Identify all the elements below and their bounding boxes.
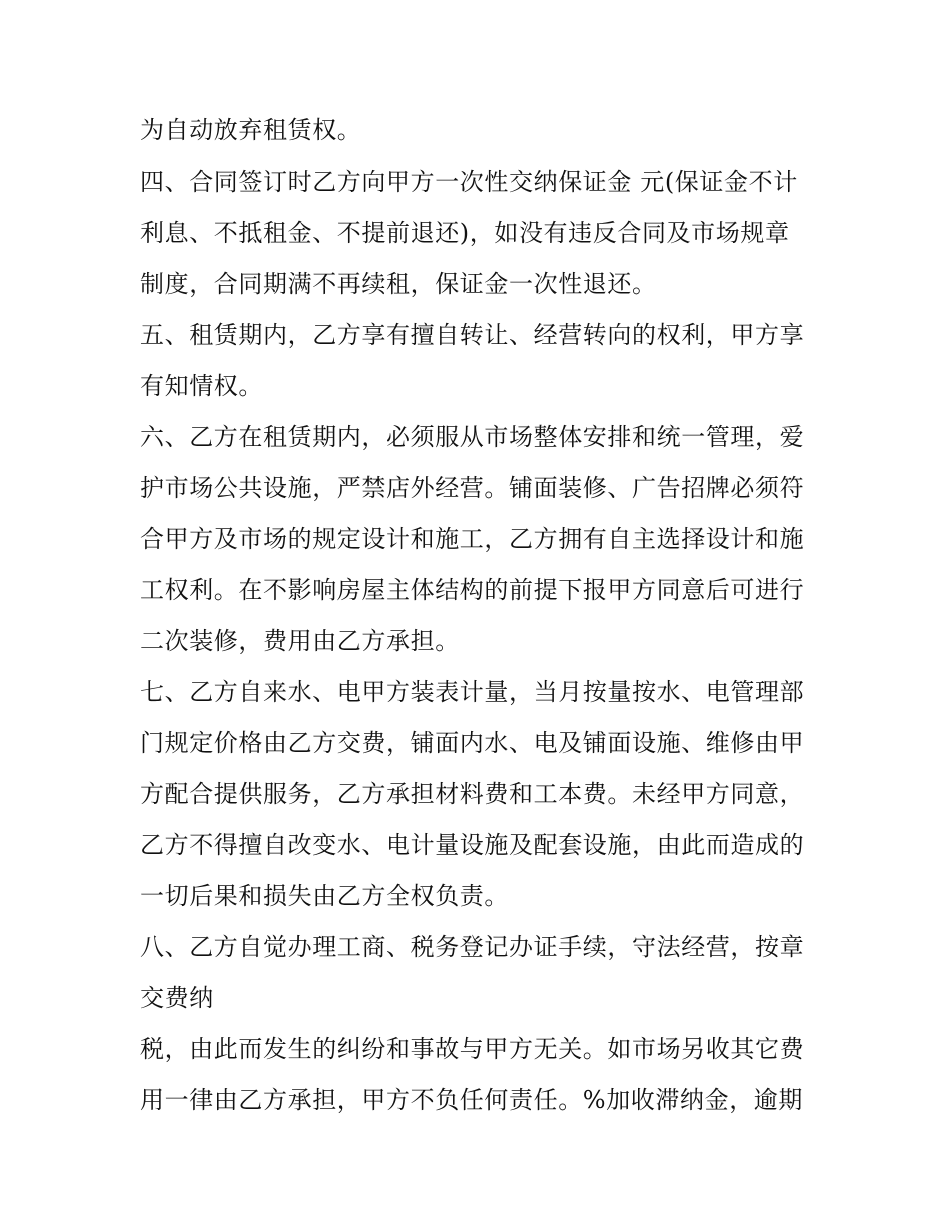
text-line: 五、租赁期内，乙方享有擅自转让、经营转向的权利，甲方享: [140, 321, 805, 349]
text-line: 七、乙方自来水、电甲方装表计量，当月按量按水、电管理部: [140, 678, 805, 706]
text-line: 合甲方及市场的规定设计和施工，乙方拥有自主选择设计和施: [140, 525, 805, 553]
text-line: 利息、不抵租金、不提前退还)，如没有违反合同及市场规章: [140, 219, 790, 247]
text-line: 税，由此而发生的纠纷和事故与甲方无关。如市场另收其它费: [140, 1035, 805, 1063]
text-line: 有知情权。: [140, 372, 263, 400]
text-line: 方配合提供服务，乙方承担材料费和工本费。未经甲方同意，: [140, 780, 805, 808]
text-line: 门规定价格由乙方交费，铺面内水、电及铺面设施、维修由甲: [140, 729, 805, 757]
text-line: 乙方不得擅自改变水、电计量设施及配套设施，由此而造成的: [140, 831, 805, 859]
text-line: 护市场公共设施，严禁店外经营。铺面装修、广告招牌必须符: [140, 474, 805, 502]
text-line: 工权利。在不影响房屋主体结构的前提下报甲方同意后可进行: [140, 576, 805, 604]
text-line: 为自动放弃租赁权。: [140, 116, 362, 144]
text-line: 用一律由乙方承担，甲方不负任何责任。%加收滞纳金，逾期: [140, 1086, 804, 1114]
text-line: 八、乙方自觉办理工商、税务登记办证手续，守法经营，按章: [140, 933, 805, 961]
text-line: 四、合同签订时乙方向甲方一次性交纳保证金 元(保证金不计: [140, 168, 798, 196]
text-line: 二次装修，费用由乙方承担。: [140, 627, 460, 655]
text-line: 制度，合同期满不再续租，保证金一次性退还。: [140, 270, 657, 298]
text-line: 六、乙方在租赁期内，必须服从市场整体安排和统一管理，爱: [140, 423, 805, 451]
text-line: 一切后果和损失由乙方全权负责。: [140, 882, 509, 910]
text-line: 交费纳: [140, 984, 214, 1012]
